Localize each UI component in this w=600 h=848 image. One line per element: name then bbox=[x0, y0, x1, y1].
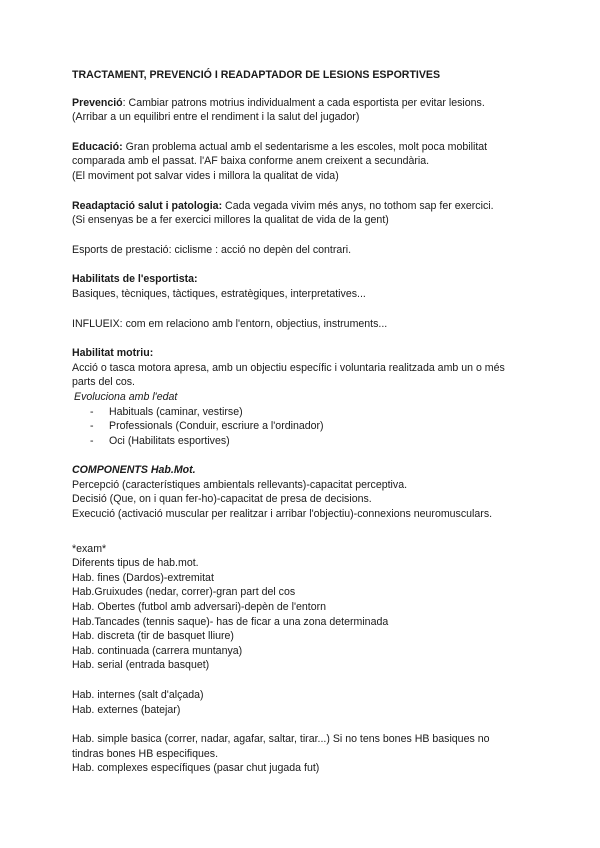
components-line: Decisió (Que, on i quan fer-ho)-capacitat de presa de decisions. bbox=[72, 493, 372, 506]
document-title: TRACTAMENT, PREVENCIÓ I READAPTADOR DE LESIONS ESPORTIVES bbox=[72, 69, 441, 81]
document-page bbox=[72, 68, 542, 791]
educacio-text: Gran problema actual amb el sedentarisme a les escoles, molt poca mobilitat bbox=[122, 140, 488, 153]
educacio-note: (El moviment pot salvar vides i millora la qualitat de vida) bbox=[72, 169, 339, 182]
habilitat-motriu-list bbox=[72, 405, 542, 449]
simple-line1: Hab. simple basica (correr, nadar, agafar, saltar, tirar...) Si no tens bones HB basiques no bbox=[72, 733, 490, 746]
section-habilitat-motriu bbox=[72, 346, 542, 448]
simple-line2: tindras bones HB especifiques. bbox=[72, 747, 219, 760]
section-esports-prestacio bbox=[72, 243, 542, 258]
section-exam bbox=[72, 542, 542, 673]
educacio-label: Educació: bbox=[72, 140, 123, 153]
evoluciona-label: Evoluciona amb l'edat bbox=[74, 390, 178, 403]
readaptacio-note: (Si ensenyas be a fer exercici millores la qualitat de vida de la gent) bbox=[72, 214, 389, 227]
section-prevencio bbox=[72, 96, 542, 125]
exam-line: Hab.Gruixudes (nedar, correr)-gran part del cos bbox=[72, 586, 296, 599]
section-habilitats bbox=[72, 272, 542, 301]
influeix-text: INFLUEIX: com em relaciono amb l'entorn, objectius, instruments... bbox=[72, 317, 388, 330]
exam-line: Hab. serial (entrada basquet) bbox=[72, 659, 210, 672]
habilitats-text: Basiques, tècniques, tàctiques, estratègiques, interpretatives... bbox=[72, 287, 366, 300]
prevencio-note: (Arribar a un equilibri entre el rendiment i la salut del jugador) bbox=[72, 111, 360, 124]
components-label: COMPONENTS Hab.Mot. bbox=[72, 464, 196, 477]
habilitat-motriu-label: Habilitat motriu: bbox=[72, 347, 154, 360]
readaptacio-label: Readaptació salut i patologia: bbox=[72, 199, 223, 212]
educacio-line2: comparada amb el passat. l'AF baixa conforme anem creixent a secundària. bbox=[72, 155, 430, 168]
exam-line: Hab. Obertes (futbol amb adversari)-depèn de l'entorn bbox=[72, 601, 327, 614]
section-internes-externes bbox=[72, 688, 542, 717]
components-line: Execució (activació muscular per realitzar i arribar l'objectiu)-connexions neuromusculars. bbox=[72, 508, 493, 521]
readaptacio-text: Cada vegada vivim més anys, no tothom sap fer exercici. bbox=[222, 199, 494, 212]
section-influeix bbox=[72, 317, 542, 332]
habilitat-motriu-line1: Acció o tasca motora apresa, amb un objectiu específic i voluntaria realitzada amb un o més bbox=[72, 361, 505, 374]
exam-label: *exam* bbox=[72, 542, 107, 555]
exam-line: Hab. continuada (carrera muntanya) bbox=[72, 644, 243, 657]
exam-line: Hab. discreta (tir de basquet lliure) bbox=[72, 630, 234, 643]
exam-line: Hab.Tancades (tennis saque)- has de ficar a una zona determinada bbox=[72, 615, 389, 628]
prevencio-label: Prevenció bbox=[72, 96, 123, 109]
components-line: Percepció (característiques ambientals rellevants)-capacitat perceptiva. bbox=[72, 478, 408, 491]
complexes-line: Hab. complexes específiques (pasar chut jugada fut) bbox=[72, 762, 320, 775]
exam-line: Diferents tipus de hab.mot. bbox=[72, 557, 199, 570]
list-item: - Habituals (caminar, vestirse) bbox=[90, 405, 542, 420]
prevencio-text: : Cambiar patrons motrius individualment a cada esportista per evitar lesions. bbox=[122, 96, 485, 109]
habilitat-motriu-line2: parts del cos. bbox=[72, 376, 136, 389]
section-educacio bbox=[72, 140, 542, 184]
section-components bbox=[72, 463, 542, 521]
internes-line: Hab. internes (salt d'alçada) bbox=[72, 689, 204, 701]
habilitats-label: Habilitats de l'esportista: bbox=[72, 273, 198, 286]
exam-line: Hab. fines (Dardos)-extremitat bbox=[72, 571, 214, 584]
externes-line: Hab. externes (batejar) bbox=[72, 703, 181, 716]
esports-prestacio-text: Esports de prestació: ciclisme : acció no depèn del contrari. bbox=[72, 243, 352, 256]
section-simple-complexes bbox=[72, 732, 542, 776]
section-readaptacio bbox=[72, 199, 542, 228]
list-item: - Professionals (Conduir, escriure a l'ordinador) bbox=[90, 419, 542, 434]
list-item: - Oci (Habilitats esportives) bbox=[90, 434, 542, 449]
